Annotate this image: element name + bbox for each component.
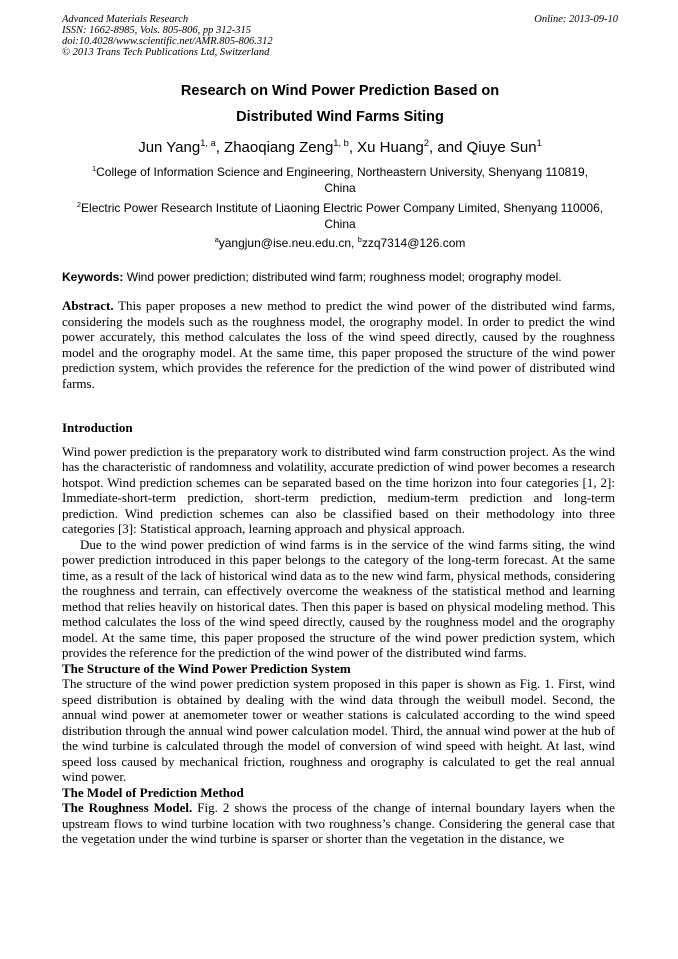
- journal-header: [62, 14, 618, 58]
- author-affil-mark: 1, a: [200, 138, 216, 148]
- author-name: Qiuye Sun: [466, 139, 537, 156]
- affiliation-country: China: [324, 216, 356, 231]
- abstract-label: Abstract.: [62, 298, 114, 313]
- email-line: [62, 236, 618, 252]
- section-heading-introduction: Introduction: [62, 420, 133, 435]
- author-name: Xu Huang: [357, 139, 424, 156]
- email-address: zzq7314@126.com: [361, 236, 466, 250]
- introduction-paragraph-2: Due to the wind power prediction of wind farms is in the service of the wind farms siting, the wind power prediction introduced in this paper belongs to the category of the long-term forecast. At the same time, as a result of the lack of historical wind data as to the new wind farm, physical methods, considering the roughness and terrain, can effectively overcome the weakness of the statistical method and learning method that relies heavily on historical dates. Then this paper is based on physical modeling method. This method calculates the loss of the wind speed directly, caused by the roughness model and the orography model. At the same time, this paper proposed the structure of the wind power prediction system, which provides the reference for the prediction of the wind power of the distributed wind farms.: [62, 536, 615, 660]
- email-separator: ,: [351, 236, 358, 250]
- author-affil-mark: 2: [423, 138, 430, 148]
- affiliation-text: College of Information Science and Engineering, Northeastern University, Shenyang 110819,: [96, 165, 588, 179]
- paper-title: [62, 80, 618, 128]
- title-line-1: Research on Wind Power Prediction Based on: [180, 83, 500, 99]
- author-separator: , and: [429, 139, 467, 156]
- title-line-2: Distributed Wind Farms Siting: [236, 109, 444, 125]
- author-separator: ,: [348, 139, 358, 156]
- keywords: [62, 270, 618, 285]
- section-heading-structure: The Structure of the Wind Power Prediction System: [62, 660, 351, 676]
- main-text: [62, 420, 615, 847]
- author-list: [62, 138, 618, 158]
- journal-name: Advanced Materials Research: [62, 14, 189, 25]
- keywords-text: Wind power prediction; distributed wind farm; roughness model; orography model.: [123, 270, 562, 284]
- email-mark: a: [214, 235, 219, 244]
- doi-line: doi:10.4028/www.scientific.net/AMR.805-806.312: [62, 36, 273, 47]
- affiliation-1: [62, 165, 618, 196]
- online-date: Online: 2013-09-10: [534, 14, 618, 25]
- copyright-line: © 2013 Trans Tech Publications Ltd, Switzerland: [62, 47, 270, 58]
- affiliation-mark: 1: [92, 164, 97, 173]
- introduction-paragraph-1: Wind power prediction is the preparatory work to distributed wind farm construction project. As the wind has the characteristic of randomness and volatility, accurate prediction of wind power becomes a research hotspot. Wind prediction schemes can be separated based on the time horizon into four categories [1, 2]: Immediate-short-term prediction, short-term prediction, medium-term prediction and long-term prediction. Wind prediction schemes can also be classified based on their methodology into three categories [3]: Statistical approach, learning approach and physical approach.: [62, 443, 615, 536]
- roughness-model-label: The Roughness Model.: [62, 800, 193, 815]
- abstract: [62, 298, 615, 391]
- section-heading-model: The Model of Prediction Method: [62, 784, 244, 800]
- author-affil-mark: 1, b: [333, 138, 349, 148]
- structure-paragraph: The structure of the wind power prediction system proposed in this paper is shown as Fig. 1. First, wind speed distribution is obtained by dealing with the wind data through the weibull model. Second, the annual wind power at anemometer tower or weather stations is calculated according to the wind speed distribution through the annual wind power calculation model. Third, the annual wind power at the hub of the wind turbine is calculated through the model of conversion of wind speed with height. At last, wind speed loss caused by mechanical friction, roughness and orography is calculated to get the real annual wind power.: [62, 676, 615, 784]
- author-separator: ,: [215, 139, 225, 156]
- author-name: Zhaoqiang Zeng: [224, 139, 334, 156]
- affiliation-country: China: [324, 180, 356, 195]
- issn-line: ISSN: 1662-8985, Vols. 805-806, pp 312-315: [62, 25, 251, 36]
- keywords-label: Keywords:: [62, 270, 124, 284]
- abstract-text: This paper proposes a new method to predict the wind power of the distributed wind farms, considering the models such as the roughness model, the orography model. In order to predict the wind power accurately, this method calculates the loss of the wind speed directly, caused by the roughness model and the orography model. At the same time, this paper proposed the structure of the wind power prediction system, which provides the reference for the prediction of the wind power of distributed wind farms.: [62, 298, 615, 391]
- email-address: yangjun@ise.neu.edu.cn: [218, 236, 352, 250]
- roughness-model-text: Fig. 2 shows the process of the change of internal boundary layers when the upstream flows to wind turbine location with two roughness’s change. Considering the general case that the vegetation under the wind turbine is sparser or shorter than the vegetation in the distance, we: [62, 800, 615, 846]
- email-mark: b: [357, 235, 362, 244]
- affiliation-mark: 2: [76, 200, 82, 209]
- author-affil-mark: 1: [536, 138, 542, 148]
- affiliation-text: Electric Power Research Institute of Liaoning Electric Power Company Limited, Shenyang 110006,: [81, 201, 604, 215]
- author-name: Jun Yang: [138, 139, 201, 156]
- affiliation-2: [62, 201, 618, 232]
- roughness-model-paragraph: [62, 800, 615, 847]
